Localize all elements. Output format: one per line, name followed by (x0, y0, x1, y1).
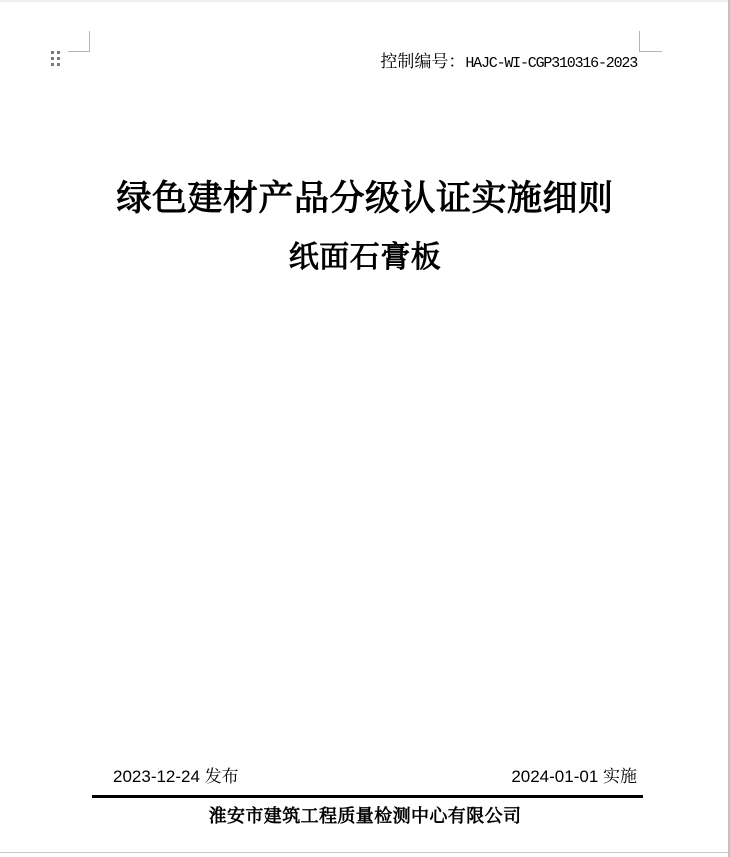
drag-handle-dot (51, 63, 54, 66)
control-number-value: HAJC-WI-CGP310316-2023 (465, 55, 637, 72)
drag-handle-dot (57, 63, 60, 66)
drag-handle-icon[interactable] (51, 51, 60, 66)
control-number-line (380, 52, 637, 74)
drag-handle-dot (51, 51, 54, 54)
text-boundary-mark-top-right-icon (639, 31, 662, 52)
document-title-line1: 绿色建材产品分级认证实施细则 (116, 179, 614, 218)
drag-handle-dot (57, 51, 60, 54)
document-title-line2: 纸面石膏板 (288, 241, 442, 274)
control-number-label: 控制编号： (380, 52, 466, 71)
page-bottom-border (0, 852, 730, 853)
company-name: 淮安市建筑工程质量检测中心有限公司 (208, 806, 522, 826)
text-boundary-mark-top-left-icon (68, 31, 90, 52)
publish-date: 2023-12-24 发布 (113, 767, 239, 786)
drag-handle-dot (57, 57, 60, 60)
implement-date: 2024-01-01 实施 (511, 767, 637, 786)
drag-handle-dot (51, 57, 54, 60)
page-top-border (0, 0, 730, 2)
footer-divider-rule (92, 795, 643, 798)
